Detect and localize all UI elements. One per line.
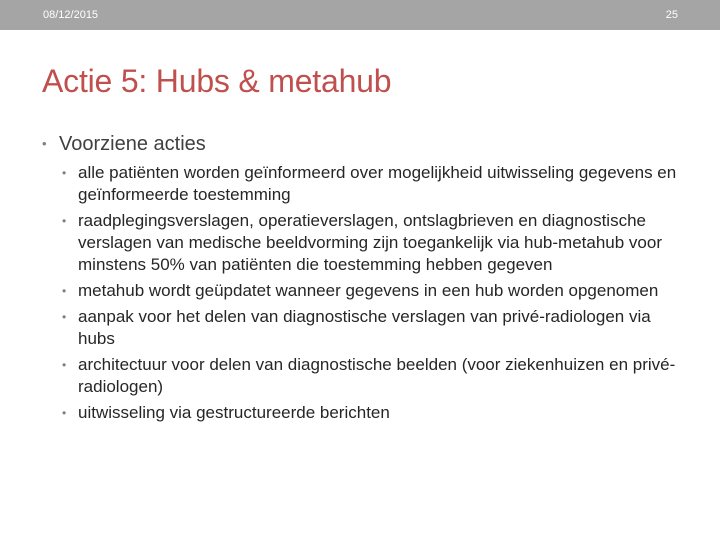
slide-date: 08/12/2015 [43, 9, 99, 21]
bullet-dot-icon: • [62, 214, 67, 228]
bullet-dot-icon: • [62, 284, 67, 298]
sub-bullet-item [42, 280, 692, 302]
bullet-dot-icon: • [62, 166, 67, 180]
sub-bullet-text: raadplegingsverslagen, operatieverslagen, ontslagbrieven en diagnostische verslagen van medische beeldvorming zijn toegankelijk via hub-metahub voor minstens 50% van patiënten die toestemming hebben gegeven [78, 211, 662, 274]
sub-bullet-item [42, 354, 692, 398]
header-bar [0, 0, 720, 30]
sub-bullet-list [42, 162, 692, 424]
sub-bullet-item [42, 162, 692, 206]
sub-bullet-text: alle patiënten worden geïnformeerd over mogelijkheid uitwisseling gegevens en geïnformeerde toestemming [78, 163, 677, 204]
bullet-dot-icon: • [62, 358, 67, 372]
sub-bullet-item [42, 402, 692, 424]
sub-bullet-item [42, 306, 692, 350]
bullet-dot-icon: • [62, 406, 67, 420]
bullet-dot-icon: • [42, 136, 47, 151]
slide-title: Actie 5: Hubs & metahub [42, 63, 392, 99]
bullet-dot-icon: • [62, 310, 67, 324]
sub-bullet-text: metahub wordt geüpdatet wanneer gegevens in een hub worden opgenomen [78, 281, 659, 300]
sub-bullet-text: uitwisseling via gestructureerde berichten [78, 403, 390, 422]
sub-bullet-text: aanpak voor het delen van diagnostische verslagen van privé-radiologen via hubs [78, 307, 651, 348]
main-bullet-text: Voorziene acties [59, 133, 206, 155]
slide-content [42, 130, 692, 428]
sub-bullet-item [42, 210, 692, 276]
main-bullet-item [42, 130, 692, 158]
sub-bullet-text: architectuur voor delen van diagnostische beelden (voor ziekenhuizen en privé-radiologen) [78, 355, 676, 396]
slide-number: 25 [665, 9, 678, 21]
